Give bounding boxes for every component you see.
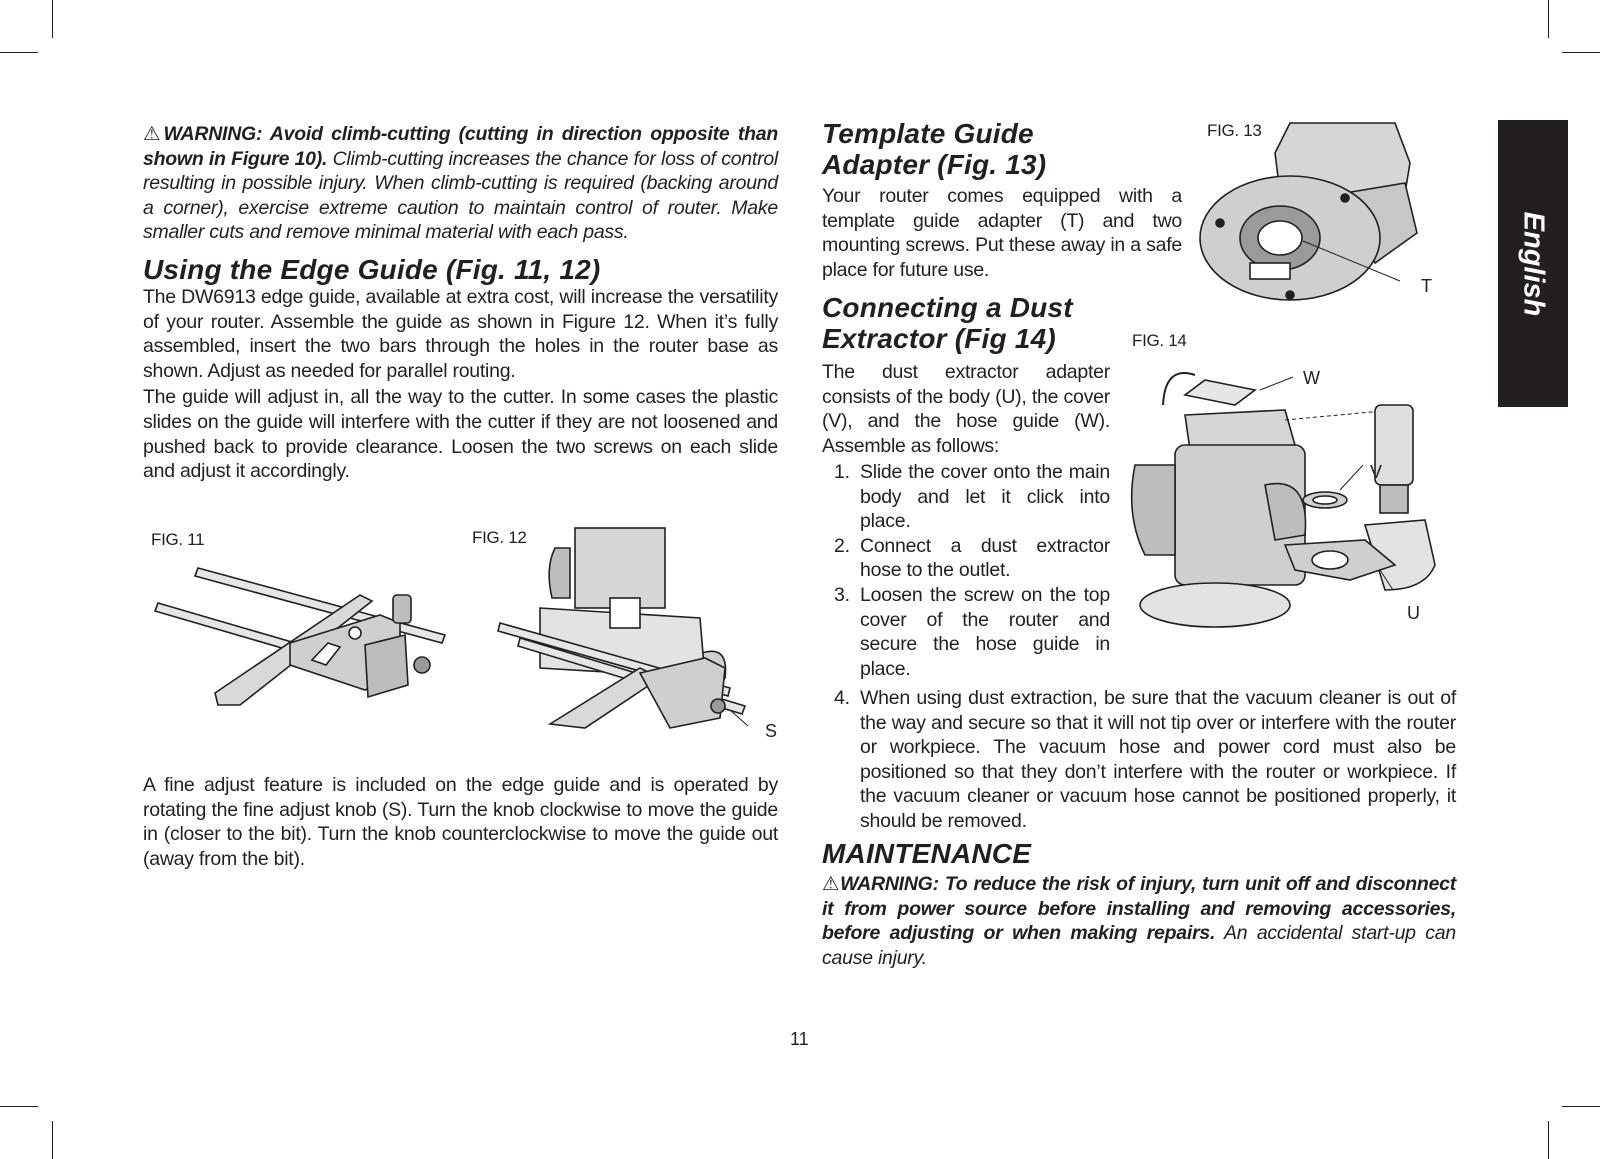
fig-13-callout-t: T xyxy=(1421,276,1432,296)
fig-14-callout-v: V xyxy=(1370,462,1383,482)
heading-dust-extractor: Connecting a Dust Extractor (Fig 14) xyxy=(822,292,1073,354)
warning-maintenance xyxy=(822,872,1456,970)
heading-template-guide: Template Guide Adapter (Fig. 13) xyxy=(822,118,1047,180)
language-tab-label: English xyxy=(1517,211,1550,316)
crop-mark xyxy=(0,52,38,53)
fig-14-callout-w: W xyxy=(1303,368,1320,388)
heading-edge-guide: Using the Edge Guide (Fig. 11, 12) xyxy=(143,253,601,285)
step-4 xyxy=(822,686,1456,834)
template-guide-para: Your router comes equipped with a template guide adapter (T) and two mounting screws. Put these away in a safe place for future use. xyxy=(822,185,1182,281)
step-item xyxy=(822,534,1110,583)
dust-extractor-intro: The dust extractor adapter consists of the body (U), the cover (V), and the hose guide (W). Assemble as follows: xyxy=(822,361,1110,457)
warning-icon: ⚠ xyxy=(822,873,841,895)
step-item xyxy=(822,583,1110,681)
warning-bold-text: WARNING: To reduce the risk of injury, turn unit off and disconnect it from power source before installing and removing accessories, before adjusting or when making repairs. xyxy=(822,873,1457,945)
fig-12-label: FIG. 12 xyxy=(472,528,527,547)
step-number: 4. xyxy=(834,687,850,709)
fig-11-label: FIG. 11 xyxy=(151,530,205,549)
crop-mark xyxy=(1562,52,1600,53)
step-text: Connect a dust extractor hose to the outlet. xyxy=(860,534,1110,582)
page-number: 11 xyxy=(790,1029,809,1049)
warning-icon: ⚠ xyxy=(143,123,164,145)
crop-mark xyxy=(52,1121,53,1159)
step-text: When using dust extraction, be sure that the vacuum cleaner is out of the way and secure so that it will not tip over or interfere with the router or workpiece. The vacuum hose and power cord must also be positioned so that they don’t interfere with the router or workpiece. If the vacuum cleaner or vacuum hose cannot be positioned properly, it should be removed. xyxy=(860,687,1456,832)
warning-body-text: An accidental start-up can cause injury. xyxy=(822,922,1456,969)
fine-adjust-section xyxy=(143,773,778,871)
step-item xyxy=(822,686,1456,834)
step-text: Loosen the screw on the top cover of the router and secure the hose guide in place. xyxy=(860,583,1110,680)
crop-mark xyxy=(52,0,53,38)
left-column xyxy=(143,122,778,484)
fig-13-template-guide-adapter xyxy=(1195,123,1425,308)
step-text: Slide the cover onto the main body and let it click into place. xyxy=(860,461,1110,533)
crop-mark xyxy=(1562,1106,1600,1107)
heading-maintenance: MAINTENANCE xyxy=(822,838,1032,869)
warning-bold-text: WARNING: Avoid climb-cutting (cutting in direction opposite than shown in Figure 10). xyxy=(143,123,779,170)
crop-mark xyxy=(1548,1121,1549,1159)
fig-13-label: FIG. 13 xyxy=(1207,121,1262,140)
fig-14-callout-u: U xyxy=(1407,603,1420,623)
fine-adjust-para: A fine adjust feature is included on the edge guide and is operated by rotating the fine adjust knob (S). Turn the knob clockwise to move the guide in (closer to the bit). Turn the knob counterclockwise to move the guide out (away from the bit). xyxy=(143,774,778,870)
fig-11-edge-guide-illustration xyxy=(150,555,460,730)
warning-body-text: Climb-cutting increases the chance for loss of control resulting in possible injury. When climb-cutting is required (backing around a corner), exercise extreme caution to maintain control of router. Make smaller cuts and remove minimal material with each pass. xyxy=(143,147,778,244)
step-number: 3. xyxy=(834,583,850,606)
step-item xyxy=(822,460,1110,534)
fig-12-router-with-edge-guide xyxy=(490,528,760,738)
crop-mark xyxy=(0,1106,38,1107)
warning-climb-cutting xyxy=(143,122,778,245)
crop-mark xyxy=(1548,0,1549,38)
language-tab xyxy=(1498,120,1568,407)
fig-12-callout-s: S xyxy=(765,721,778,741)
edge-guide-para-2: The guide will adjust in, all the way to the cutter. In some cases the plastic slides on the guide will interfere with the cutter if they are not loosened and pushed back to provide clearance. Loosen the two screws on each slide and adjust it accordingly. xyxy=(143,386,778,483)
fig-14-label: FIG. 14 xyxy=(1132,331,1187,350)
step-number: 1. xyxy=(834,461,850,483)
step-number: 2. xyxy=(834,534,850,557)
dust-extractor-steps xyxy=(822,460,1110,681)
edge-guide-para-1: The DW6913 edge guide, available at extra cost, will increase the versatility of your router. Assemble the guide as shown in Figure 12. When it’s fully assembled, insert the two bars through the holes in the router base as shown. Adjust as needed for parallel routing. xyxy=(143,285,778,382)
